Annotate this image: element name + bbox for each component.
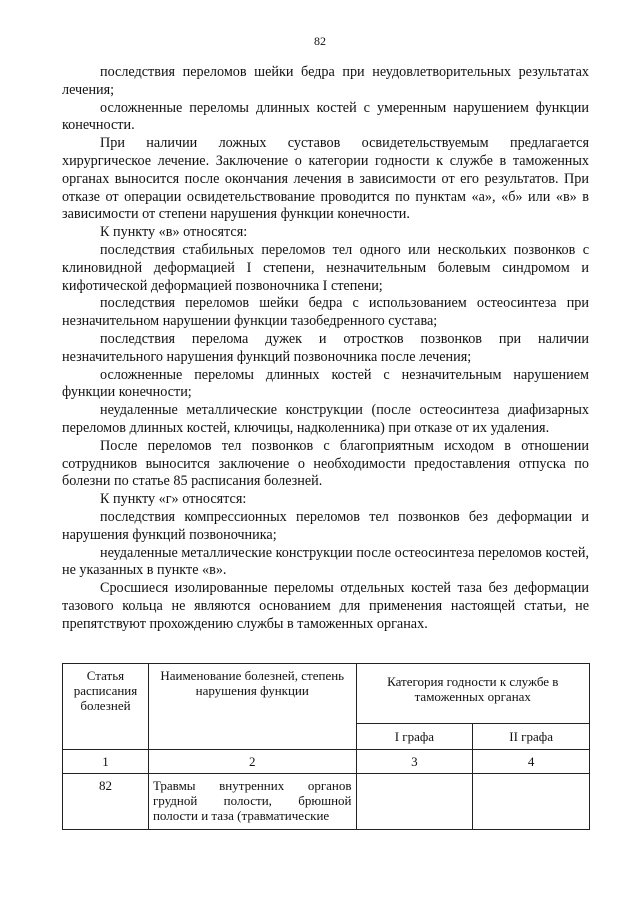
header-article: Статья расписания болезней (63, 664, 149, 750)
header-col2: II графа (473, 724, 590, 750)
header-col1: I графа (356, 724, 473, 750)
paragraph: неудаленные металлические конструкции (после остеосинтеза диафизарных переломов длинных костей, ключицы, надколенника) при отказе от их удаления. (62, 402, 589, 436)
paragraph: осложненные переломы длинных костей с незначительным нарушением функции конечности; (62, 366, 589, 401)
paragraph: последствия компрессионных переломов тел позвонков без деформации и нарушения функций позвоночника; (62, 508, 589, 543)
column-number: 3 (356, 750, 473, 774)
paragraph: При наличии ложных суставов освидетельствуемым предлагается хирургическое лечение. Заключение о категории годности к службе в таможенных органах выносится после окончания лечения в зависимости от его результатов. При отказе от операции освидетельствование проводится по пунктам «а», «б» или «в» в зависимости от степени нарушения функции конечности. (62, 135, 589, 223)
row-diseases: Травмы внутренних органов грудной полости, брюшной полости и таза (травматические (148, 774, 356, 830)
paragraph: последствия переломов шейки бедра с использованием остеосинтеза при незначительном нарушении функции тазобедренного сустава; (62, 295, 589, 330)
paragraph: последствия стабильных переломов тел одного или нескольких позвонков с клиновидной деформацией I степени, незначительным болевым синдромом и кифотической деформацией позвоночника I степени; (62, 241, 589, 294)
paragraph: К пункту «в» относятся: (100, 224, 248, 241)
row-col2 (473, 774, 590, 830)
header-category: Категория годности к службе в таможенных органах (356, 664, 589, 724)
row-article: 82 (63, 774, 149, 830)
column-number: 1 (63, 750, 149, 774)
paragraph: последствия перелома дужек и отростков позвонков при наличии незначительного нарушения функций позвоночника после лечения; (62, 330, 589, 365)
row-col1 (356, 774, 473, 830)
paragraph: осложненные переломы длинных костей с умеренным нарушением функции конечности. (62, 99, 589, 134)
page-number: 82 (314, 34, 326, 48)
disease-table (62, 663, 590, 830)
header-diseases: Наименование болезней, степень нарушения функции (148, 664, 356, 750)
column-number: 4 (473, 750, 590, 774)
paragraph: последствия переломов шейки бедра при неудовлетворительных результатах лечения; (62, 64, 589, 98)
column-number: 2 (148, 750, 356, 774)
body-text (62, 64, 589, 634)
paragraph: После переломов тел позвонков с благоприятным исходом в отношении сотрудников выносится заключение о необходимости предоставления отпуска по болезни по статье 85 расписания болезней. (62, 437, 589, 490)
paragraph: К пункту «г» относятся: (100, 491, 247, 508)
paragraph: неудаленные металлические конструкции после остеосинтеза переломов костей, не указанных в пункте «в». (62, 544, 589, 579)
paragraph: Сросшиеся изолированные переломы отдельных костей таза без деформации тазового кольца не являются основанием для применения настоящей статьи, не препятствуют прохождению службы в таможенных органах. (62, 580, 589, 632)
